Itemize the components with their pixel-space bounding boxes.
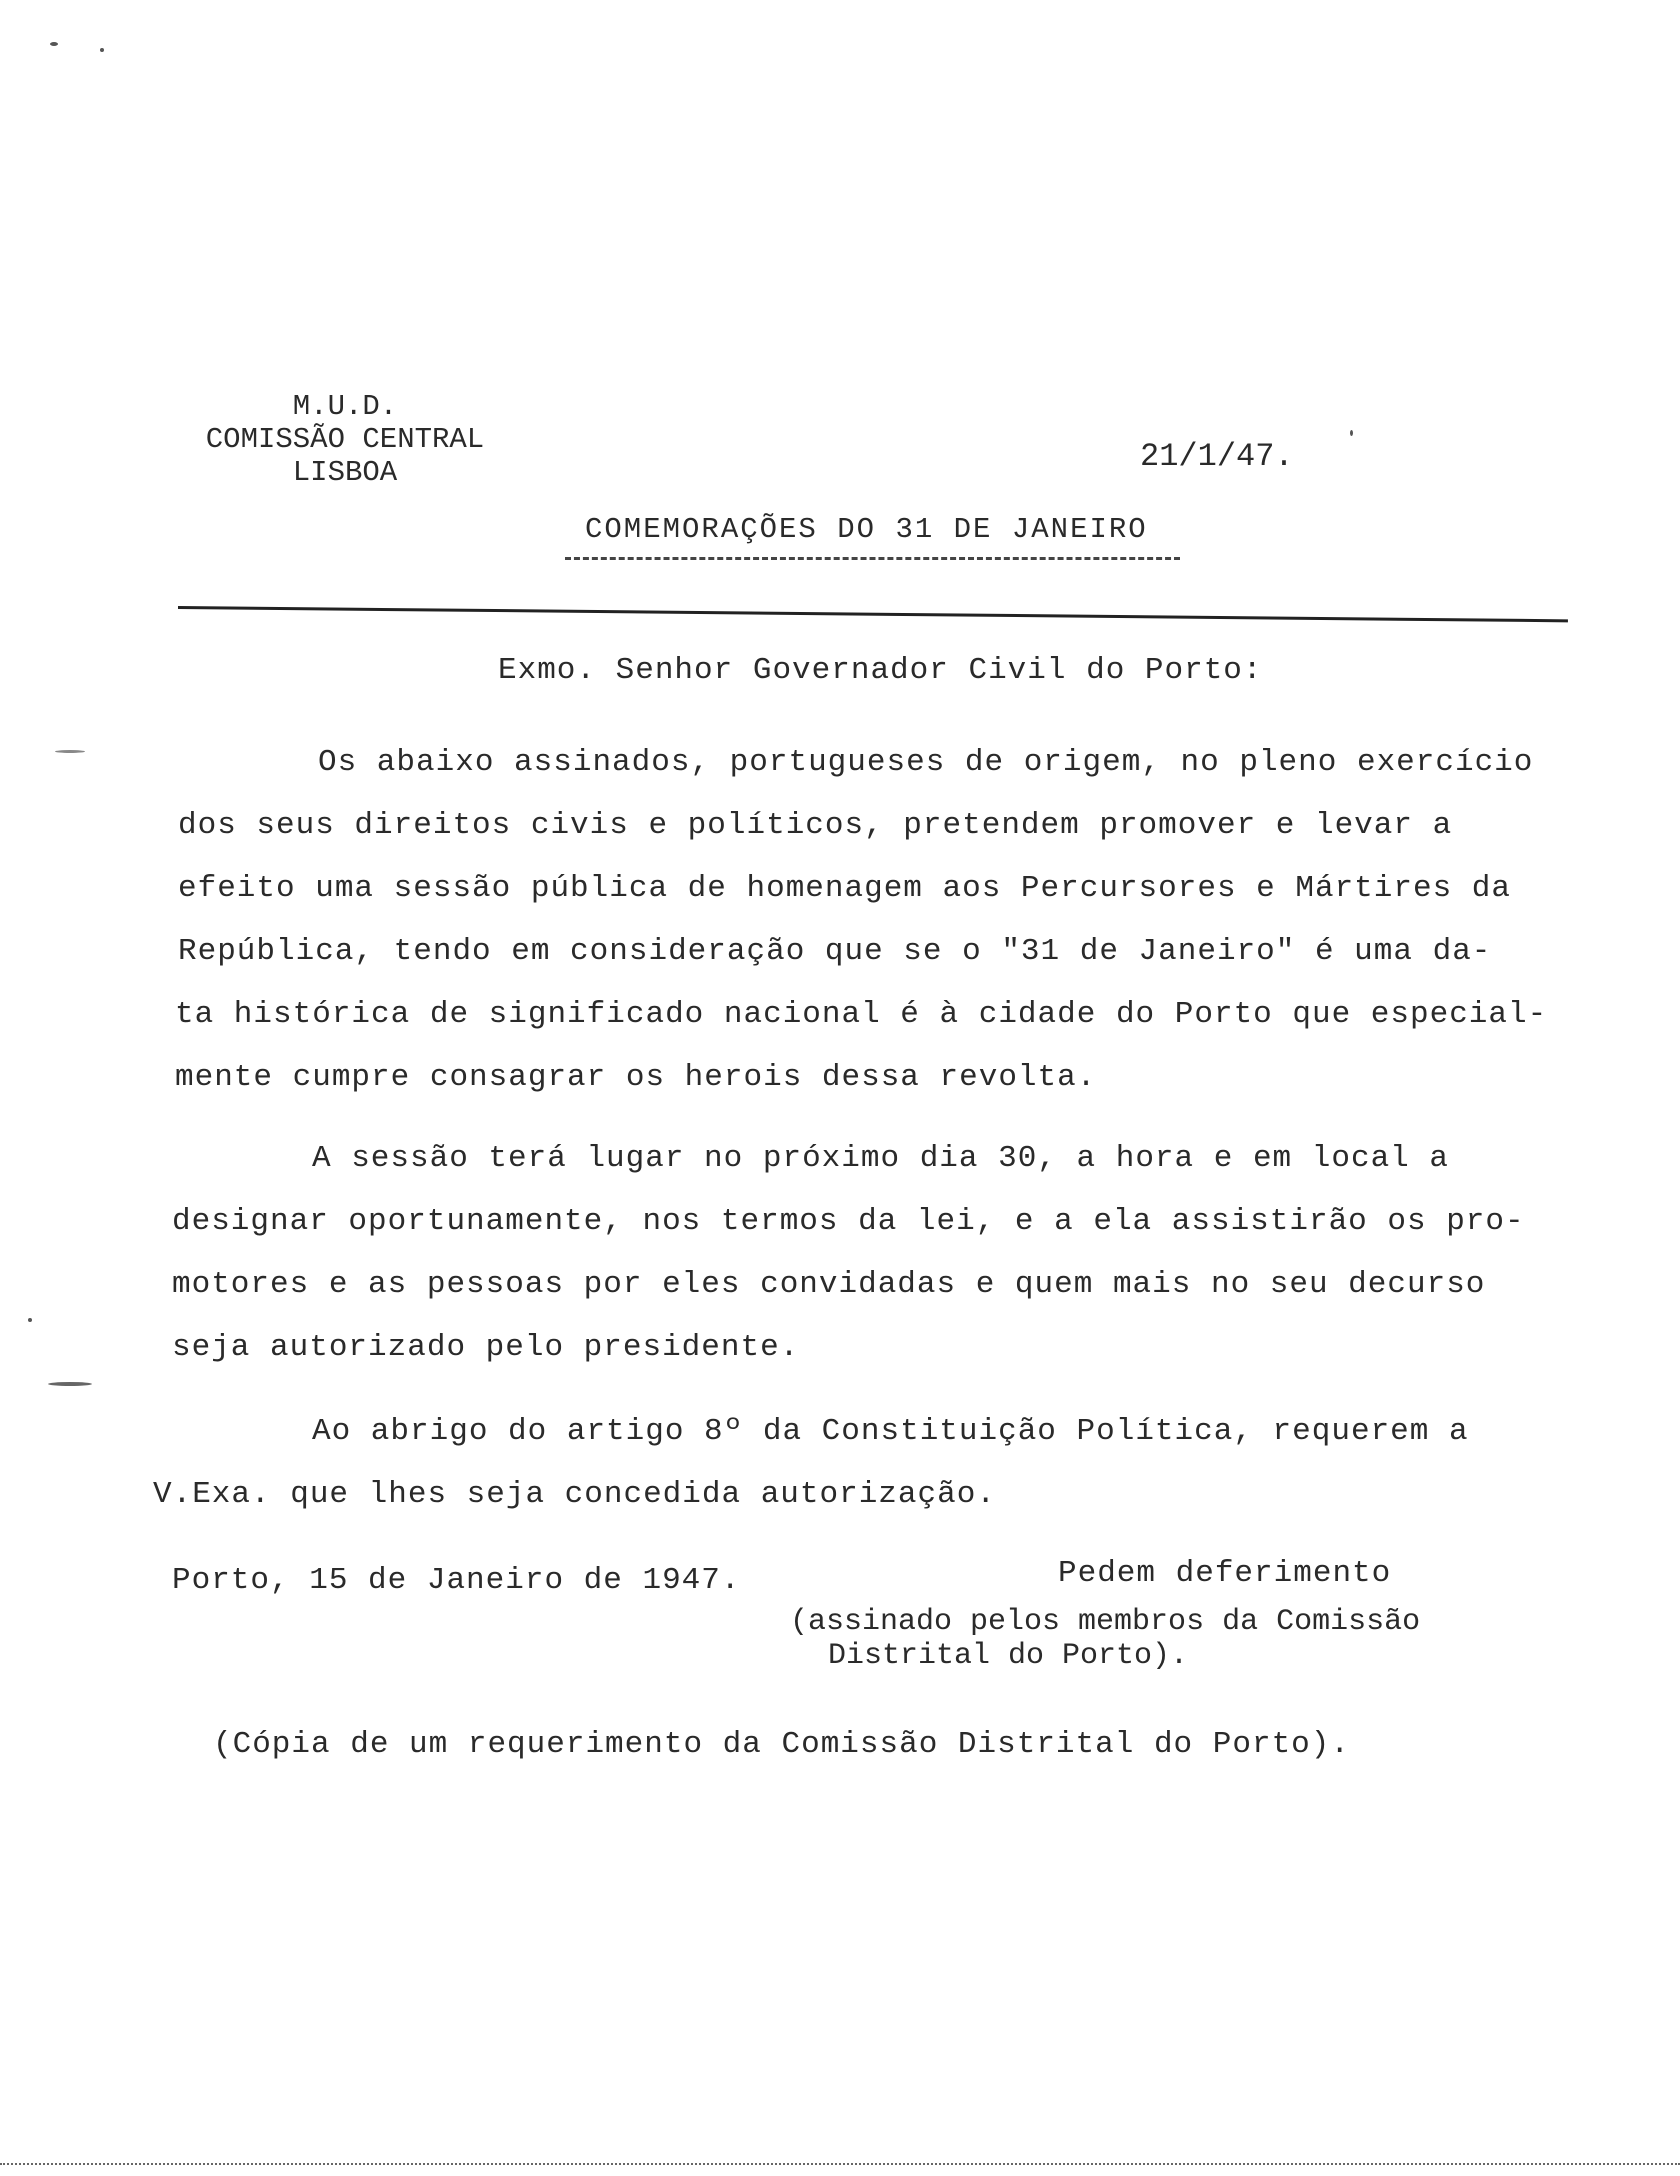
paragraph-line: A sessão terá lugar no próximo dia 30, a hora e em local a — [312, 1141, 1449, 1176]
scan-bottom-edge — [0, 2163, 1680, 2165]
paragraph-line: efeito uma sessão pública de homenagem aos Percursores e Mártires da — [178, 871, 1512, 906]
paragraph-line: seja autorizado pelo presidente. — [172, 1330, 800, 1365]
salutation: Exmo. Senhor Governador Civil do Porto: — [498, 653, 1263, 688]
org-line-commission: COMISSÃO CENTRAL — [205, 423, 485, 456]
paragraph-line: mente cumpre consagrar os herois dessa revolta. — [175, 1060, 1097, 1095]
scan-speck — [1350, 430, 1353, 436]
place-and-date: Porto, 15 de Janeiro de 1947. — [172, 1563, 741, 1598]
copy-note: (Cópia de um requerimento da Comissão Distrital do Porto). — [213, 1727, 1350, 1762]
scan-speck — [50, 42, 58, 46]
paragraph-line: Os abaixo assinados, portugueses de origem, no pleno exercício — [318, 745, 1534, 780]
scan-speck — [100, 48, 104, 52]
signers-line: (assinado pelos membros da Comissão — [790, 1605, 1421, 1639]
paragraph-line: designar oportunamente, nos termos da lei, e a ela assistirão os pro- — [172, 1204, 1525, 1239]
horizontal-rule — [178, 606, 1568, 622]
paragraph-line: República, tendo em consideração que se o "31 de Janeiro" é uma da- — [178, 934, 1492, 969]
org-line-acronym: M.U.D. — [292, 390, 398, 423]
org-line-city: LISBOA — [292, 456, 398, 489]
paragraph-line: V.Exa. que lhes seja concedida autorização. — [153, 1477, 996, 1512]
scan-mark — [55, 750, 85, 753]
subject-underline — [565, 557, 1180, 560]
paragraph-line: dos seus direitos civis e políticos, pretendem promover e levar a — [178, 808, 1453, 843]
closing-formula: Pedem deferimento — [1058, 1556, 1392, 1591]
paragraph-line: ta histórica de significado nacional é à cidade do Porto que especial- — [175, 997, 1548, 1032]
letter-subject: COMEMORAÇÕES DO 31 DE JANEIRO — [585, 513, 1148, 546]
signers-line: Distrital do Porto). — [828, 1639, 1189, 1673]
paragraph-line: Ao abrigo do artigo 8º da Constituição Política, requerem a — [312, 1414, 1469, 1449]
scan-speck — [28, 1318, 32, 1322]
organization-header — [180, 390, 510, 489]
paragraph-line: motores e as pessoas por eles convidadas e quem mais no seu decurso — [172, 1267, 1486, 1302]
letter-date: 21/1/47. — [1140, 438, 1294, 475]
scan-mark — [48, 1382, 92, 1386]
signers-note — [790, 1605, 1420, 1673]
